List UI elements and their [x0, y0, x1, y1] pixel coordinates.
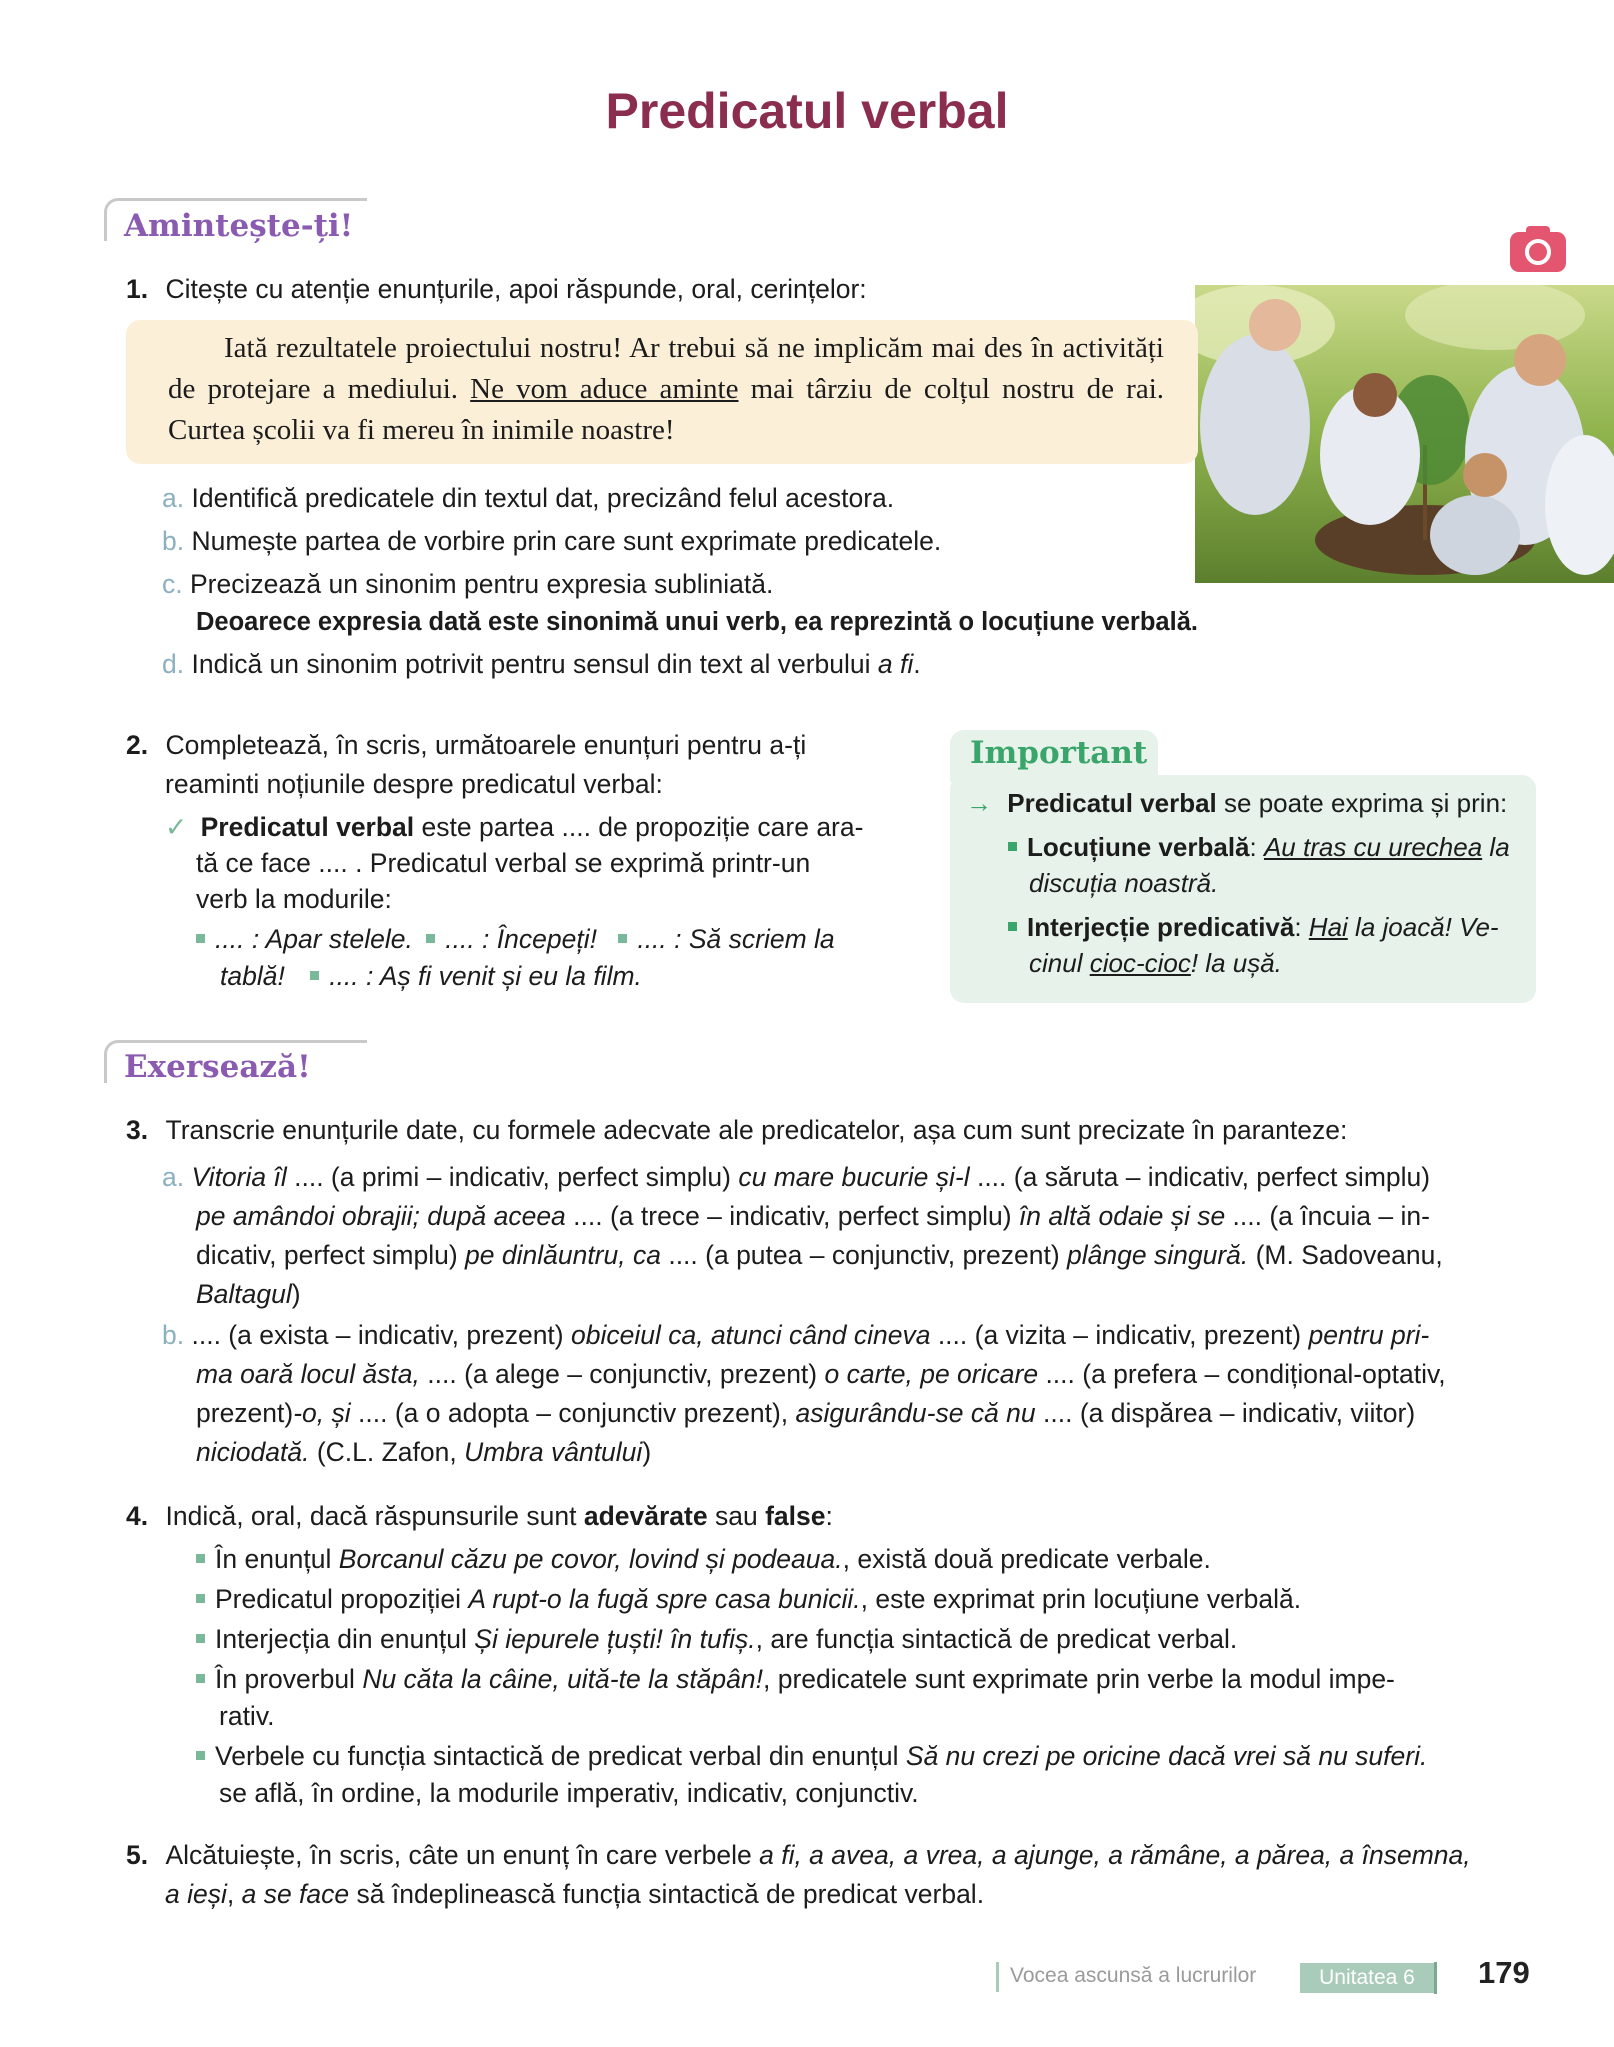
- text-normal: .... (a încuia – in-: [1232, 1201, 1430, 1231]
- item-letter: a.: [162, 483, 185, 513]
- important-example-underlined: Hai: [1308, 912, 1348, 942]
- bullet-icon: [196, 934, 205, 943]
- text-italic: Nu căta la câine, uită-te la stăpân!: [362, 1664, 763, 1694]
- list-item: [196, 1620, 1237, 1659]
- definition-line-3: verb la modurile:: [196, 884, 392, 914]
- important-example: la joacă! Ve-: [1347, 912, 1499, 942]
- exercise-prompt: :: [825, 1501, 833, 1531]
- text-italic: pe amândoi obrajii; după aceea: [196, 1201, 574, 1231]
- text-normal: dicativ, perfect simplu): [196, 1240, 466, 1270]
- text-normal: În enunțul: [215, 1544, 339, 1574]
- text-italic: niciodată.: [196, 1437, 310, 1467]
- important-example: ! la ușă.: [1190, 948, 1282, 978]
- text-normal: .... (a alege – conjunctiv, prezent): [427, 1359, 825, 1389]
- important-item-1-line-2: discuția noastră.: [1029, 868, 1219, 898]
- text-italic: plânge singură.: [1067, 1240, 1249, 1270]
- bullet-icon: [1008, 922, 1017, 931]
- page-title: Predicatul verbal: [605, 83, 1009, 139]
- text-italic: obiceiul ca, atunci când cineva: [571, 1320, 938, 1350]
- important-item-2: [1008, 908, 1499, 947]
- verb-list: a fi, a avea, a vrea, a ajunge, a rămâne, a părea, a însemna,: [759, 1840, 1471, 1870]
- important-item-term: Interjecție predicativă: [1027, 912, 1295, 942]
- important-lead-text: se poate exprima și prin:: [1216, 788, 1508, 818]
- exercise-1-prompt: [126, 270, 867, 309]
- text-normal: , este exprimat prin locuțiune verbală.: [860, 1584, 1302, 1614]
- text-normal: ,: [226, 1879, 242, 1909]
- bullet-icon: [196, 1751, 205, 1760]
- exercise-prompt-line-2: reaminti noțiunile despre predicatul verbal:: [165, 769, 663, 799]
- item-letter: d.: [162, 649, 185, 679]
- moods-line-1: [196, 920, 835, 959]
- text-normal: (M. Sadoveanu,: [1248, 1240, 1443, 1270]
- tree-planting-photo: [1195, 285, 1614, 583]
- text-normal: .... (a o adopta – conjunctiv prezent),: [358, 1398, 796, 1428]
- bullet-icon: [1008, 842, 1017, 851]
- ex3-a-line-4: [196, 1275, 301, 1314]
- exercise-prompt: Citește cu atenție enunțurile, apoi răspunde, oral, cerințelor:: [165, 274, 867, 304]
- section-title-aminteste: Amintește-ți!: [124, 208, 354, 244]
- footer-divider: [1434, 1962, 1437, 1994]
- important-lead: [966, 784, 1507, 823]
- definition-term: Predicatul verbal: [200, 812, 415, 842]
- reading-part-1: Iată rezultatele proiectului nostru! Ar trebui să ne implicăm mai des în activități de protejare a mediului.: [168, 332, 1164, 405]
- predicate-definition: [165, 808, 863, 847]
- list-item: [162, 479, 894, 518]
- exercise-number: 5.: [126, 1840, 149, 1870]
- exercise-number: 1.: [126, 274, 149, 304]
- exercise-5-prompt: [126, 1836, 1471, 1875]
- list-item: [196, 1737, 1427, 1776]
- item-letter: a.: [162, 1162, 185, 1192]
- text-italic: o carte, pe oricare: [824, 1359, 1046, 1389]
- prompt-bold: adevărate: [583, 1501, 708, 1531]
- text-italic: -o, și: [293, 1398, 359, 1428]
- ex3-b-line-1: [162, 1316, 1429, 1355]
- text-normal: .... (a prefera – condițional-optativ,: [1045, 1359, 1446, 1389]
- text-normal: .... (a dispărea – indicativ, viitor): [1043, 1398, 1416, 1428]
- exercise-4-prompt: [126, 1497, 833, 1536]
- list-item: [196, 1660, 1395, 1699]
- text-normal: prezent): [196, 1398, 294, 1428]
- bullet-icon: [310, 971, 319, 980]
- text-normal: ): [291, 1279, 301, 1309]
- check-icon: ✓: [165, 812, 188, 842]
- item-text: Numește partea de vorbire prin care sunt exprimate predicatele.: [191, 526, 942, 556]
- text-normal: Predicatul propoziției: [215, 1584, 469, 1614]
- definition-line-2: tă ce face .... . Predicatul verbal se exprimă printr-un: [196, 848, 811, 878]
- bullet-icon: [196, 1674, 205, 1683]
- camera-icon: [1510, 224, 1566, 272]
- item-end: .: [913, 649, 921, 679]
- arrow-icon: →: [966, 788, 992, 818]
- text-italic: A rupt-o la fugă spre casa bunicii.: [468, 1584, 861, 1614]
- exercise-2-prompt: [126, 726, 806, 765]
- mood-blank-2: .... : Începeți!: [445, 924, 597, 954]
- text-italic: Să nu crezi pe oricine dacă vrei să nu suferi.: [905, 1741, 1428, 1771]
- text-italic: cu mare bucurie și-l: [738, 1162, 977, 1192]
- important-example-underlined: cioc-cioc: [1089, 948, 1191, 978]
- item-italic: a fi: [877, 649, 914, 679]
- list-item: [196, 1580, 1301, 1619]
- text-normal: .... (a primi – indicativ, perfect simplu): [294, 1162, 739, 1192]
- item-letter: c.: [162, 569, 183, 599]
- important-item-2-line-2: [1029, 944, 1282, 983]
- bullet-icon: [196, 1554, 205, 1563]
- text-italic: Vitoria îl: [191, 1162, 295, 1192]
- ex3-a-line-2: [196, 1197, 1430, 1236]
- page-number: 179: [1478, 1955, 1530, 1990]
- footer-book-title: Vocea ascunsă a lucrurilor: [1010, 1964, 1257, 1987]
- text-normal: , predicatele sunt exprimate prin verbe la modul impe-: [763, 1664, 1395, 1694]
- text-normal: .... (a putea – conjunctiv, prezent): [668, 1240, 1068, 1270]
- mood-blank-4: .... : Aș fi venit și eu la film.: [329, 961, 642, 991]
- text-normal: ): [642, 1437, 652, 1467]
- text-italic: ma oară locul ăsta,: [196, 1359, 428, 1389]
- text-normal: (C.L. Zafon,: [309, 1437, 465, 1467]
- mood-blank-3-end: tablă!: [220, 961, 285, 991]
- text-normal: Verbele cu funcția sintactică de predicat verbal din enunțul: [215, 1741, 906, 1771]
- important-example-underlined: Au tras cu urechea: [1263, 832, 1483, 862]
- text-italic: Baltagul: [196, 1279, 292, 1309]
- text-normal: În proverbul: [215, 1664, 363, 1694]
- ex3-b-line-3: [196, 1394, 1415, 1433]
- list-item: [196, 1540, 1211, 1579]
- text-italic: Și iepurele țuști! în tufiș.: [474, 1624, 756, 1654]
- important-item-colon: :: [1294, 912, 1309, 942]
- reading-part-2: mai târziu de colțul nostru de rai. Curtea școlii va fi mereu în inimile noastre!: [168, 373, 1165, 446]
- list-item: [162, 565, 773, 604]
- list-item: [162, 645, 921, 684]
- list-item-continuation: rativ.: [219, 1701, 275, 1731]
- exercise-prompt: sau: [707, 1501, 766, 1531]
- important-title: Important: [970, 735, 1148, 771]
- verb-list: a se face: [241, 1879, 350, 1909]
- definition-text: este partea .... de propoziție care ara-: [414, 812, 864, 842]
- exercise-prompt: Transcrie enunțurile date, cu formele adecvate ale predicatelor, așa cum sunt precizate în paranteze:: [165, 1115, 1348, 1145]
- text-italic: asigurându-se că nu: [795, 1398, 1044, 1428]
- bullet-icon: [196, 1594, 205, 1603]
- bullet-icon: [426, 934, 435, 943]
- ex3-a-line-3: [196, 1236, 1443, 1275]
- text-normal: să îndeplinească funcția sintactică de predicat verbal.: [349, 1879, 985, 1909]
- moods-line-2: [220, 957, 642, 996]
- text-italic: în altă odaie și se: [1018, 1201, 1233, 1231]
- reading-text: [168, 328, 1164, 451]
- mood-blank-1: .... : Apar stelele.: [215, 924, 413, 954]
- exercise-number: 3.: [126, 1115, 149, 1145]
- item-text: Identifică predicatele din textul dat, precizând felul acestora.: [191, 483, 895, 513]
- footer-divider: [996, 1962, 999, 1992]
- ex3-b-line-2: [196, 1355, 1446, 1394]
- important-example: cinul: [1029, 948, 1090, 978]
- text-normal: .... (a vizita – indicativ, prezent): [937, 1320, 1309, 1350]
- important-item-term: Locuțiune verbală: [1027, 832, 1250, 862]
- text-normal: , există două predicate verbale.: [842, 1544, 1211, 1574]
- text-italic: pe dinlăuntru, ca: [465, 1240, 669, 1270]
- ex3-b-line-4: [196, 1433, 651, 1472]
- item-text: Indică un sinonim potrivit pentru sensul din text al verbului: [191, 649, 878, 679]
- bullet-icon: [196, 1634, 205, 1643]
- exercise-prompt: Indică, oral, dacă răspunsurile sunt: [165, 1501, 584, 1531]
- list-item: [162, 522, 941, 561]
- exercise-number: 2.: [126, 730, 149, 760]
- exercise-5-line-2: [165, 1875, 984, 1914]
- list-item-continuation: se află, în ordine, la modurile imperativ, indicativ, conjunctiv.: [219, 1778, 919, 1808]
- important-item-colon: :: [1249, 832, 1264, 862]
- exercise-prompt: Alcătuiește, în scris, câte un enunț în care verbele: [165, 1840, 760, 1870]
- mood-blank-3: .... : Să scriem la: [637, 924, 835, 954]
- text-normal: , are funcția sintactică de predicat verbal.: [755, 1624, 1238, 1654]
- section-title-exerseaza: Exersează!: [124, 1049, 311, 1085]
- ex3-a-line-1: [162, 1158, 1430, 1197]
- exercise-number: 4.: [126, 1501, 149, 1531]
- bullet-icon: [618, 934, 627, 943]
- prompt-bold: false: [765, 1501, 826, 1531]
- text-normal: .... (a săruta – indicativ, perfect simplu): [976, 1162, 1431, 1192]
- text-normal: .... (a exista – indicativ, prezent): [191, 1320, 571, 1350]
- item-text: Precizează un sinonim pentru expresia subliniată.: [190, 569, 774, 599]
- text-normal: .... (a trece – indicativ, perfect simplu): [573, 1201, 1019, 1231]
- important-item-1: [1008, 828, 1510, 867]
- text-italic: pentru pri-: [1308, 1320, 1430, 1350]
- underlined-expression: Ne vom aduce aminte: [470, 373, 739, 405]
- text-italic: Borcanul căzu pe covor, lovind și podeaua.: [338, 1544, 843, 1574]
- exercise-3-prompt: [126, 1111, 1347, 1150]
- text-italic: Umbra vântului: [464, 1437, 643, 1467]
- important-example: la: [1482, 832, 1510, 862]
- locutiune-note: Deoarece expresia dată este sinonimă unui verb, ea reprezintă o locuțiune verbală.: [196, 608, 1198, 636]
- item-letter: b.: [162, 1320, 185, 1350]
- item-letter: b.: [162, 526, 185, 556]
- unit-badge: Unitatea 6: [1300, 1963, 1434, 1993]
- important-term: Predicatul verbal: [1007, 788, 1217, 818]
- exercise-prompt: Completează, în scris, următoarele enunțuri pentru a-ți: [165, 730, 807, 760]
- text-normal: Interjecția din enunțul: [215, 1624, 475, 1654]
- verb-list: a ieși: [165, 1879, 227, 1909]
